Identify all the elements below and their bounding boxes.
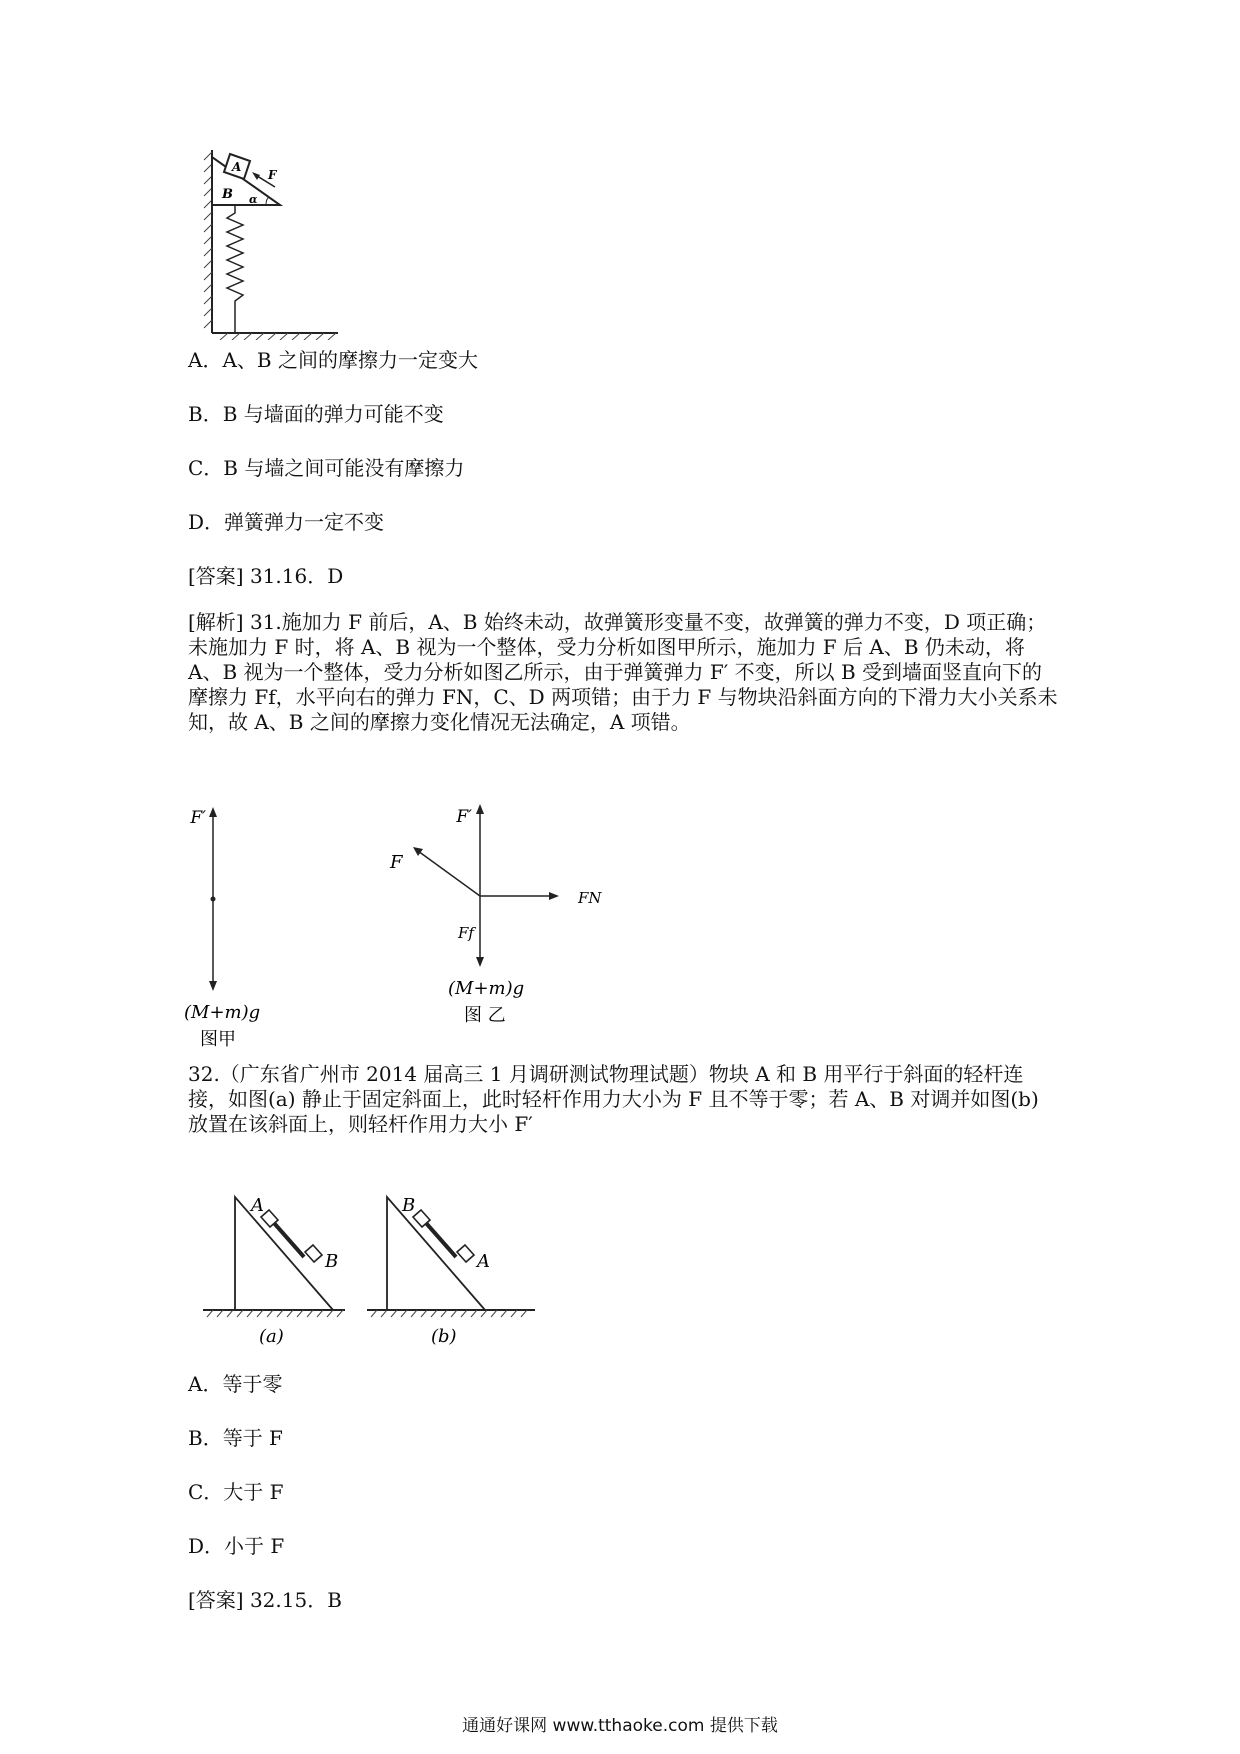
jia-caption: 图甲	[200, 1029, 236, 1050]
q31-analysis: [解析] 31.施加力 F 前后，A、B 始终未动，故弹簧形变量不变，故弹簧的弹力不变，D 项正确；未施加力 F 时，将 A、B 视为一个整体，受力分析如图甲所示，施加力 F 后 A、B 仍未动，将 A、B 视为一个整体，受力分析如图乙所示，由于弹簧弹力 F′ 不变，所以 B 受到墙面竖直向下的摩擦力 Ff，水平向右的弹力 FN，C、D 两项错；由于力 F 与物块沿斜面方向的下滑力大小关系未知，故 A、B 之间的摩擦力变化情况无法确定，A 项错。	[188, 610, 1058, 734]
q31-label-f: F	[268, 168, 277, 182]
q32-stem: 32.（广东省广州市 2014 届高三 1 月调研测试物理试题）物块 A 和 B 用平行于斜面的轻杆连接，如图(a) 静止于固定斜面上，此时轻杆作用力大小为 F 且不等于零；若 A、B 对调并如图(b) 放置在该斜面上，则轻杆作用力大小 F′	[188, 1062, 1039, 1136]
fig-a-bottom: B	[325, 1251, 339, 1272]
q32-option-d: D．小于 F	[188, 1534, 285, 1558]
q31-force-diagram-yi	[380, 795, 610, 1035]
q31-label-alpha: α	[249, 193, 258, 206]
q31-option-d: D．弹簧弹力一定不变	[188, 510, 385, 534]
yi-caption: 图 乙	[464, 1005, 506, 1026]
q31-answer: [答案] 31.16．D	[188, 564, 344, 588]
q32-option-c: C．大于 F	[188, 1480, 284, 1504]
q31-label-a: A	[232, 160, 242, 174]
fig-b-caption: (b)	[431, 1326, 457, 1347]
fig-b-bottom: A	[477, 1251, 490, 1272]
q31-label-b: B	[222, 187, 233, 202]
yi-bottom-label: (M+m)g	[448, 978, 525, 999]
jia-bottom-label: (M+m)g	[184, 1002, 261, 1023]
yi-down-label: Ff	[458, 924, 474, 942]
q31-wedge-spring-figure	[180, 145, 340, 340]
yi-left-label: F	[390, 852, 403, 873]
page-footer: 通通好课网 www.tthaoke.com 提供下载	[462, 1716, 778, 1736]
q32-option-a: A．等于零	[188, 1372, 283, 1396]
yi-top-label: F′	[456, 807, 472, 827]
q31-option-c: C．B 与墙之间可能没有摩擦力	[188, 456, 465, 480]
yi-right-label: FN	[578, 889, 602, 907]
q31-option-b: B．B 与墙面的弹力可能不变	[188, 402, 444, 426]
fig-b-top: B	[402, 1195, 416, 1216]
q31-option-a: A．A、B 之间的摩擦力一定变大	[188, 348, 478, 372]
fig-a-caption: (a)	[259, 1326, 284, 1347]
q32-answer: [答案] 32.15．B	[188, 1588, 342, 1612]
q31-force-diagram-jia	[180, 795, 300, 1050]
fig-a-top: A	[251, 1195, 264, 1216]
q32-incline-figures	[195, 1185, 555, 1360]
jia-top-label: F′	[190, 808, 206, 828]
q32-option-b: B．等于 F	[188, 1426, 283, 1450]
